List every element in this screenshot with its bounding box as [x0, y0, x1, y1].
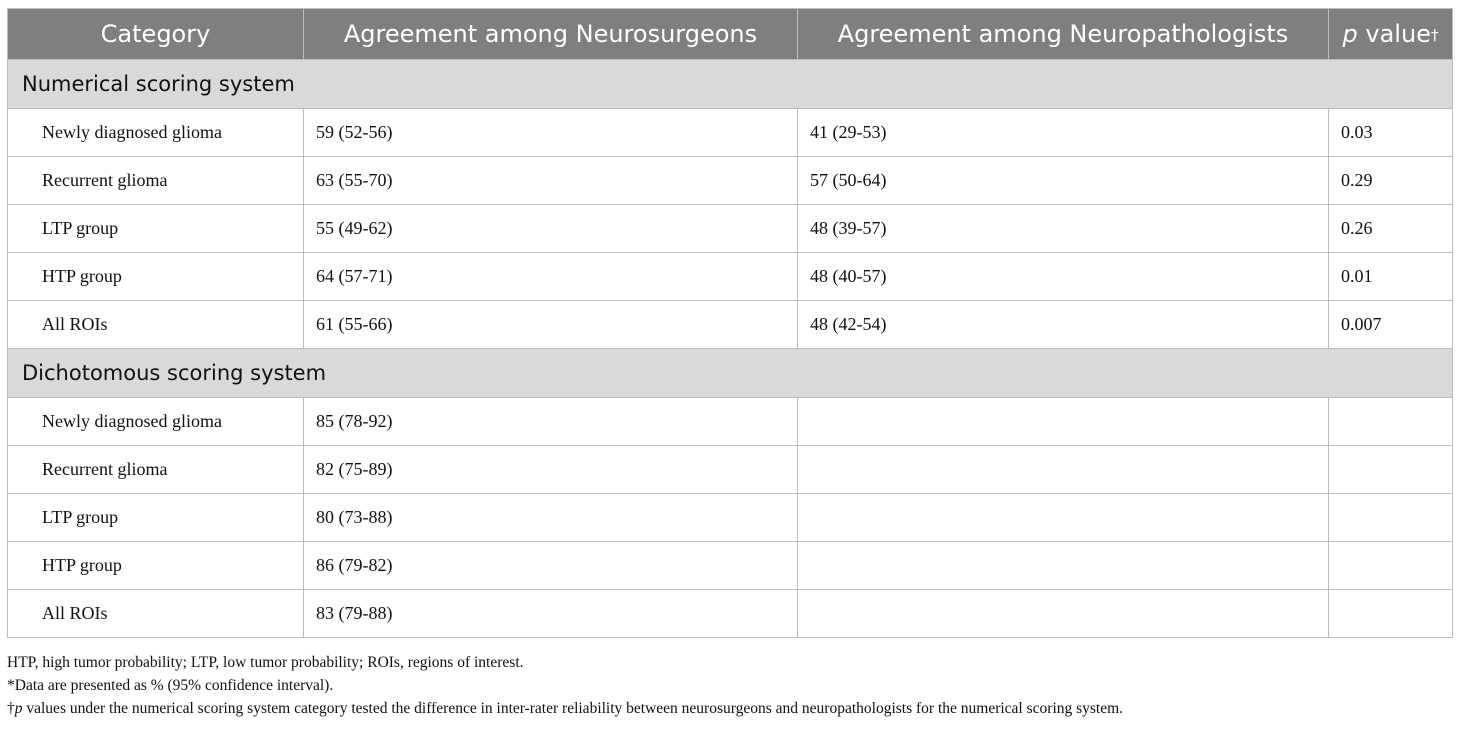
table-row — [8, 109, 1453, 157]
cell-neurosurgeons: 59 (52-56) — [304, 109, 798, 157]
footnote-p-rest: values under the numerical scoring system category tested the difference in inter-rater reliability between neurosurgeons and neuropathologists for the numerical scoring system. — [22, 700, 1124, 717]
header-p-rest: value — [1357, 20, 1431, 48]
cell-category: All ROIs — [8, 590, 304, 638]
cell-p-value — [1329, 494, 1453, 542]
table-row — [8, 398, 1453, 446]
header-category: Category — [8, 9, 304, 60]
cell-p-value: 0.26 — [1329, 205, 1453, 253]
cell-p-value: 0.01 — [1329, 253, 1453, 301]
section-row-numerical — [8, 60, 1453, 109]
cell-neuropathologists: 48 (39-57) — [798, 205, 1329, 253]
section-title: Dichotomous scoring system — [8, 349, 1453, 398]
footnote-p-italic: p — [14, 700, 23, 717]
cell-neurosurgeons: 80 (73-88) — [304, 494, 798, 542]
cell-neuropathologists: 48 (40-57) — [798, 253, 1329, 301]
table-row — [8, 301, 1453, 349]
cell-category: LTP group — [8, 205, 304, 253]
cell-p-value — [1329, 398, 1453, 446]
table-row — [8, 157, 1453, 205]
cell-neuropathologists — [798, 446, 1329, 494]
cell-category: Newly diagnosed glioma — [8, 109, 304, 157]
cell-p-value — [1329, 542, 1453, 590]
cell-p-value — [1329, 446, 1453, 494]
cell-category: Recurrent glioma — [8, 157, 304, 205]
cell-neurosurgeons: 61 (55-66) — [304, 301, 798, 349]
header-neuropathologists: Agreement among Neuropathologists — [798, 9, 1329, 60]
cell-neuropathologists — [798, 542, 1329, 590]
cell-neurosurgeons: 83 (79-88) — [304, 590, 798, 638]
cell-category: LTP group — [8, 494, 304, 542]
header-p-mark: † — [1430, 26, 1439, 44]
cell-neurosurgeons: 85 (78-92) — [304, 398, 798, 446]
footnote-abbreviations: HTP, high tumor probability; LTP, low tumor probability; ROIs, regions of interest. — [7, 654, 524, 671]
table-footnotes — [7, 651, 1452, 720]
cell-neurosurgeons: 63 (55-70) — [304, 157, 798, 205]
section-row-dichotomous — [8, 349, 1453, 398]
cell-category: All ROIs — [8, 301, 304, 349]
header-neurosurgeons: Agreement among Neurosurgeons — [304, 9, 798, 60]
cell-neuropathologists: 41 (29-53) — [798, 109, 1329, 157]
table-container — [7, 8, 1452, 638]
header-p-value — [1329, 9, 1453, 60]
cell-neuropathologists: 48 (42-54) — [798, 301, 1329, 349]
cell-category: HTP group — [8, 253, 304, 301]
section-title: Numerical scoring system — [8, 60, 1453, 109]
cell-category: Recurrent glioma — [8, 446, 304, 494]
cell-neurosurgeons: 82 (75-89) — [304, 446, 798, 494]
table-row — [8, 542, 1453, 590]
header-p-italic: p — [1342, 20, 1358, 48]
table-row — [8, 253, 1453, 301]
cell-p-value: 0.03 — [1329, 109, 1453, 157]
cell-neurosurgeons: 55 (49-62) — [304, 205, 798, 253]
cell-p-value: 0.29 — [1329, 157, 1453, 205]
table-row — [8, 494, 1453, 542]
cell-neuropathologists — [798, 494, 1329, 542]
header-row — [8, 9, 1453, 60]
cell-category: HTP group — [8, 542, 304, 590]
agreement-table — [7, 8, 1453, 638]
cell-neuropathologists — [798, 398, 1329, 446]
table-row — [8, 590, 1453, 638]
cell-neurosurgeons: 86 (79-82) — [304, 542, 798, 590]
cell-p-value: 0.007 — [1329, 301, 1453, 349]
cell-category: Newly diagnosed glioma — [8, 398, 304, 446]
table-row — [8, 205, 1453, 253]
footnote-p-mark: † — [7, 700, 15, 717]
cell-neuropathologists — [798, 590, 1329, 638]
cell-neurosurgeons: 64 (57-71) — [304, 253, 798, 301]
footnote-p-note — [7, 697, 1452, 720]
footnote-data-note: *Data are presented as % (95% confidence interval). — [7, 677, 334, 694]
cell-neuropathologists: 57 (50-64) — [798, 157, 1329, 205]
cell-p-value — [1329, 590, 1453, 638]
table-row — [8, 446, 1453, 494]
